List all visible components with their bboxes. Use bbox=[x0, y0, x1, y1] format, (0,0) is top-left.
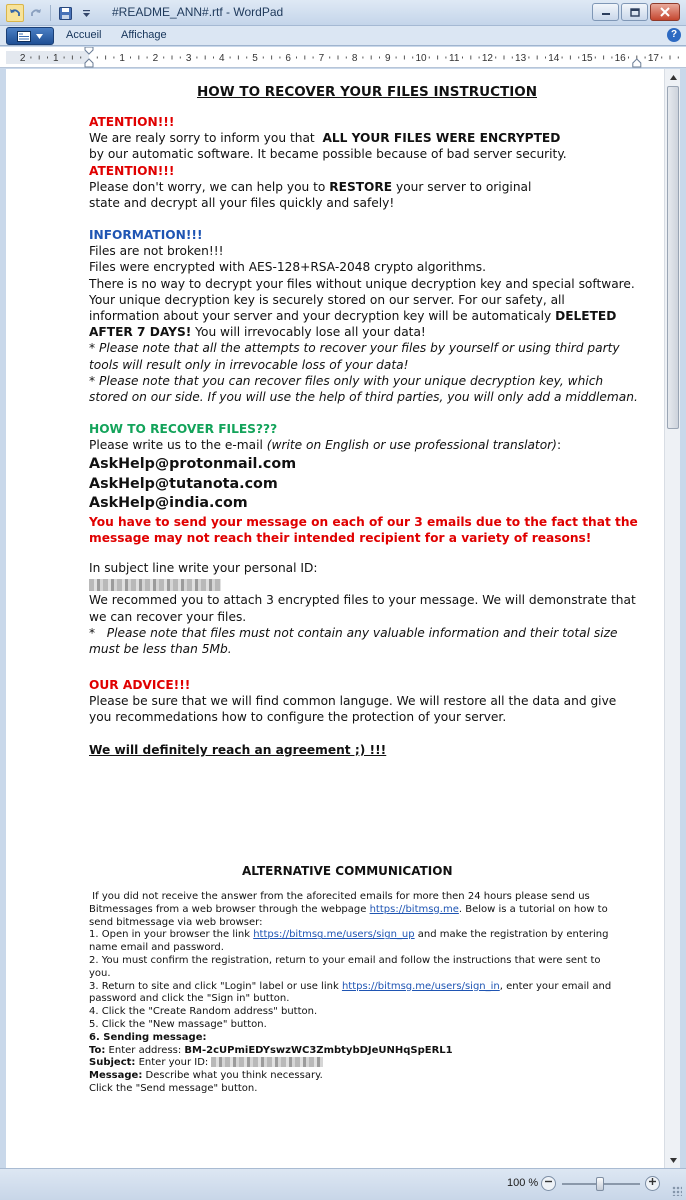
text-span: . Below is a tutorial on how to bbox=[458, 903, 608, 915]
scroll-thumb[interactable] bbox=[667, 86, 679, 429]
sign-in-link[interactable]: https://bitmsg.me/users/sign_in bbox=[341, 980, 500, 992]
email-address: AskHelp@tutanota.com bbox=[89, 475, 278, 492]
ruler-label: 1 bbox=[53, 53, 59, 64]
undo-icon bbox=[9, 7, 21, 19]
customize-toolbar-button[interactable] bbox=[77, 4, 95, 22]
message-label: Message: bbox=[89, 1070, 143, 1082]
text-span: information about your server and your decryption key will be automaticaly bbox=[89, 309, 556, 324]
ruler-label: 2 bbox=[19, 53, 26, 64]
small-line: password and click the "Sign in" button. bbox=[89, 993, 290, 1005]
window-title: #README_ANN#.rtf - WordPad bbox=[112, 5, 284, 19]
application-menu-button[interactable] bbox=[6, 27, 54, 45]
intro-section bbox=[89, 114, 567, 211]
ruler-label: 4 bbox=[219, 53, 225, 64]
sign-up-link[interactable]: https://bitmsg.me/users/sign_up bbox=[253, 929, 415, 941]
text-span: , enter your email and bbox=[499, 980, 612, 992]
arrow-down-icon bbox=[670, 1158, 677, 1163]
text-span: We are realy sorry to inform you that bbox=[89, 131, 323, 146]
redacted-id-line bbox=[89, 576, 636, 592]
attention-label: ATENTION!!! bbox=[89, 163, 175, 178]
how-to-recover-label: HOW TO RECOVER FILES??? bbox=[89, 422, 278, 436]
information-label: INFORMATION!!! bbox=[89, 228, 203, 242]
ruler-label: 9 bbox=[385, 53, 391, 64]
save-button[interactable] bbox=[56, 4, 74, 22]
paragraph-line: state and decrypt all your files quickly and safely! bbox=[89, 196, 395, 211]
text-span: Bitmessages from a web browser through the webpage bbox=[89, 903, 370, 915]
small-line bbox=[89, 1070, 594, 1083]
warning-line: message may not reach their intended recipient for a variety of reasons! bbox=[89, 531, 592, 546]
after-7-days: AFTER 7 DAYS! bbox=[89, 325, 192, 340]
text-span: Please don't worry, we can help you to bbox=[89, 179, 330, 194]
email-address: AskHelp@protonmail.com bbox=[89, 456, 297, 473]
floppy-disk-icon bbox=[59, 7, 72, 20]
paragraph-line bbox=[89, 179, 567, 195]
id-section bbox=[89, 560, 636, 657]
redo-icon bbox=[30, 7, 42, 19]
ruler-label: 11 bbox=[449, 53, 460, 64]
small-line bbox=[89, 1057, 594, 1070]
ruler-label: 5 bbox=[252, 53, 258, 64]
tab-accueil[interactable]: Accueil bbox=[66, 29, 102, 41]
redacted-id bbox=[211, 1057, 323, 1067]
ribbon-bar bbox=[0, 26, 686, 46]
advice-label: OUR ADVICE!!! bbox=[89, 678, 191, 692]
resize-grip[interactable] bbox=[672, 1186, 682, 1196]
information-section bbox=[89, 227, 638, 405]
bitmsg-link[interactable]: https://bitmsg.me bbox=[369, 903, 459, 915]
window-controls bbox=[592, 3, 680, 21]
minimize-button[interactable] bbox=[592, 3, 619, 21]
small-line: 2. You must confirm the registration, return to your email and follow the instructions that were sent to bbox=[89, 954, 601, 966]
zoom-level: 100 % bbox=[507, 1177, 539, 1189]
ruler-label: 12 bbox=[481, 53, 493, 64]
text-span: You will irrevocably lose all your data! bbox=[191, 325, 426, 340]
small-line: 4. Click the "Create Random address" button. bbox=[89, 1006, 318, 1018]
document-menu-icon bbox=[17, 31, 31, 42]
note-line: must be less than 5Mb. bbox=[89, 642, 232, 657]
text-span: your server to original bbox=[392, 179, 532, 194]
ruler-label: 17 bbox=[647, 53, 659, 64]
alternative-communication-body bbox=[89, 891, 612, 1096]
toolbar-separator bbox=[50, 5, 51, 21]
ruler-label: 3 bbox=[185, 53, 192, 64]
attention-label: ATENTION!!! bbox=[89, 115, 175, 129]
small-line: name email and password. bbox=[89, 942, 224, 954]
small-line: If you did not receive the answer from the aforecited emails for more then 24 hours please send us bbox=[89, 891, 590, 902]
help-icon[interactable]: ? bbox=[667, 28, 681, 42]
paragraph-line: Your unique decryption key is securely stored on our server. For our safety, all bbox=[89, 292, 565, 307]
plus-icon bbox=[648, 1177, 657, 1186]
advice-section bbox=[89, 677, 616, 758]
undo-button[interactable] bbox=[6, 4, 24, 22]
redacted-personal-id bbox=[89, 579, 221, 591]
text-span: 1. Open in your browser the link bbox=[89, 929, 254, 941]
ruler-label: 6 bbox=[285, 53, 291, 64]
email-intro-note: (write on English or use professional translator) bbox=[266, 438, 557, 453]
redo-button[interactable] bbox=[27, 4, 45, 22]
small-line: send bitmessage via web browser: bbox=[89, 916, 263, 928]
document-area[interactable] bbox=[6, 69, 664, 1168]
note-line: * Please note that files must not contain any valuable information and their total size bbox=[89, 625, 618, 640]
quick-access-toolbar bbox=[6, 4, 95, 22]
title-bar bbox=[0, 0, 686, 26]
status-bar bbox=[0, 1168, 686, 1200]
paragraph-line bbox=[89, 437, 638, 453]
text-span: Enter your ID: bbox=[135, 1057, 212, 1069]
text-span: Describe what you think necessary. bbox=[142, 1070, 323, 1082]
paragraph-line: Files were encrypted with AES-128+RSA-2048 crypto algorithms. bbox=[89, 260, 486, 275]
paragraph-line: There is no way to decrypt your files without unique decryption key and special software. bbox=[89, 276, 635, 291]
minimize-icon bbox=[601, 8, 611, 16]
close-icon bbox=[660, 7, 670, 17]
ruler-label: 15 bbox=[581, 53, 593, 64]
ruler-label: 8 bbox=[351, 53, 358, 64]
zoom-in-button[interactable] bbox=[645, 1176, 660, 1191]
maximize-button[interactable] bbox=[621, 3, 648, 21]
small-line: you. bbox=[89, 967, 111, 979]
recover-section bbox=[89, 421, 638, 546]
text-span: Enter address: bbox=[105, 1044, 185, 1056]
ruler-label: 10 bbox=[415, 53, 427, 64]
paragraph-line: Please be sure that we will find common languge. We will restore all the data and give bbox=[89, 694, 617, 709]
paragraph-line: by our automatic software. It became possible because of bad server security. bbox=[89, 147, 567, 162]
alternative-communication-heading: ALTERNATIVE COMMUNICATION bbox=[242, 864, 453, 878]
paragraph-line bbox=[89, 324, 638, 340]
ruler-label: 2 bbox=[152, 53, 159, 64]
bitmessage-address: BM-2cUPmiEDYswzWC3ZmbtybDJeUNHqSpERL1 bbox=[184, 1044, 453, 1056]
to-label: To: bbox=[89, 1044, 106, 1056]
subject-label: Subject: bbox=[89, 1057, 136, 1069]
tab-affichage[interactable]: Affichage bbox=[121, 29, 167, 41]
small-line: 5. Click the "New massage" button. bbox=[89, 1018, 267, 1030]
dropdown-arrow-icon bbox=[82, 9, 91, 18]
ruler[interactable] bbox=[0, 47, 686, 68]
agreement-line: We will definitely reach an agreement ;) !!! bbox=[89, 742, 387, 757]
restore-word: RESTORE bbox=[329, 179, 393, 194]
paragraph-line: we can recover your files. bbox=[89, 609, 247, 624]
encrypted-notice: ALL YOUR FILES WERE ENCRYPTED bbox=[322, 131, 561, 146]
zoom-slider-thumb[interactable] bbox=[596, 1177, 604, 1191]
ruler-scale bbox=[0, 47, 686, 68]
small-line: 6. Sending message: bbox=[89, 1031, 207, 1043]
arrow-up-icon bbox=[670, 75, 677, 80]
note-line: * Please note that you can recover files only with your unique decryption key, which bbox=[89, 373, 604, 388]
ruler-label: 14 bbox=[548, 53, 560, 64]
scroll-down-button[interactable] bbox=[666, 1153, 680, 1167]
small-line bbox=[89, 1045, 594, 1058]
right-indent-marker[interactable] bbox=[633, 59, 641, 67]
ruler-label: 16 bbox=[614, 53, 626, 64]
ruler-label: 13 bbox=[515, 53, 527, 64]
text-span: Please write us to the e-mail bbox=[89, 438, 267, 453]
chevron-down-icon bbox=[36, 34, 43, 39]
scroll-up-button[interactable] bbox=[666, 70, 680, 84]
paragraph-line: Files are not broken!!! bbox=[89, 244, 224, 259]
paragraph-line: In subject line write your personal ID: bbox=[89, 561, 318, 575]
deleted-word: DELETED bbox=[555, 309, 617, 324]
text-span: : bbox=[556, 438, 562, 453]
ruler-label: 1 bbox=[119, 53, 125, 64]
paragraph-line bbox=[89, 130, 567, 146]
paragraph-line: you recommedations how to configure the protection of your server. bbox=[89, 710, 507, 725]
email-address: AskHelp@india.com bbox=[89, 495, 248, 512]
vertical-scrollbar[interactable] bbox=[664, 69, 680, 1168]
close-button[interactable] bbox=[650, 3, 680, 21]
small-line bbox=[89, 929, 609, 942]
note-line: tools will result only in irrevocable loss of your data! bbox=[89, 357, 409, 372]
note-line: stored on our side. If you will use the help of third parties, you will only add a middleman. bbox=[89, 390, 638, 405]
paragraph-line bbox=[89, 308, 638, 324]
text-span: 3. Return to site and click "Login" label or use link bbox=[89, 980, 342, 992]
small-line: Click the "Send message" button. bbox=[89, 1082, 258, 1094]
paragraph-line: We recommed you to attach 3 encrypted files to your message. We will demonstrate that bbox=[89, 593, 636, 608]
text-span: and make the registration by entering bbox=[414, 929, 609, 941]
document-heading: HOW TO RECOVER YOUR FILES INSTRUCTION bbox=[197, 84, 537, 100]
small-line bbox=[89, 903, 608, 917]
zoom-out-button[interactable] bbox=[541, 1176, 556, 1191]
small-line bbox=[89, 980, 612, 994]
maximize-icon bbox=[630, 8, 640, 17]
warning-line: You have to send your message on each of our 3 emails due to the fact that the bbox=[89, 514, 638, 529]
minus-icon bbox=[544, 1177, 553, 1186]
note-line: * Please note that all the attempts to recover your files by yourself or using third party bbox=[89, 341, 620, 356]
ruler-label: 7 bbox=[318, 53, 325, 64]
